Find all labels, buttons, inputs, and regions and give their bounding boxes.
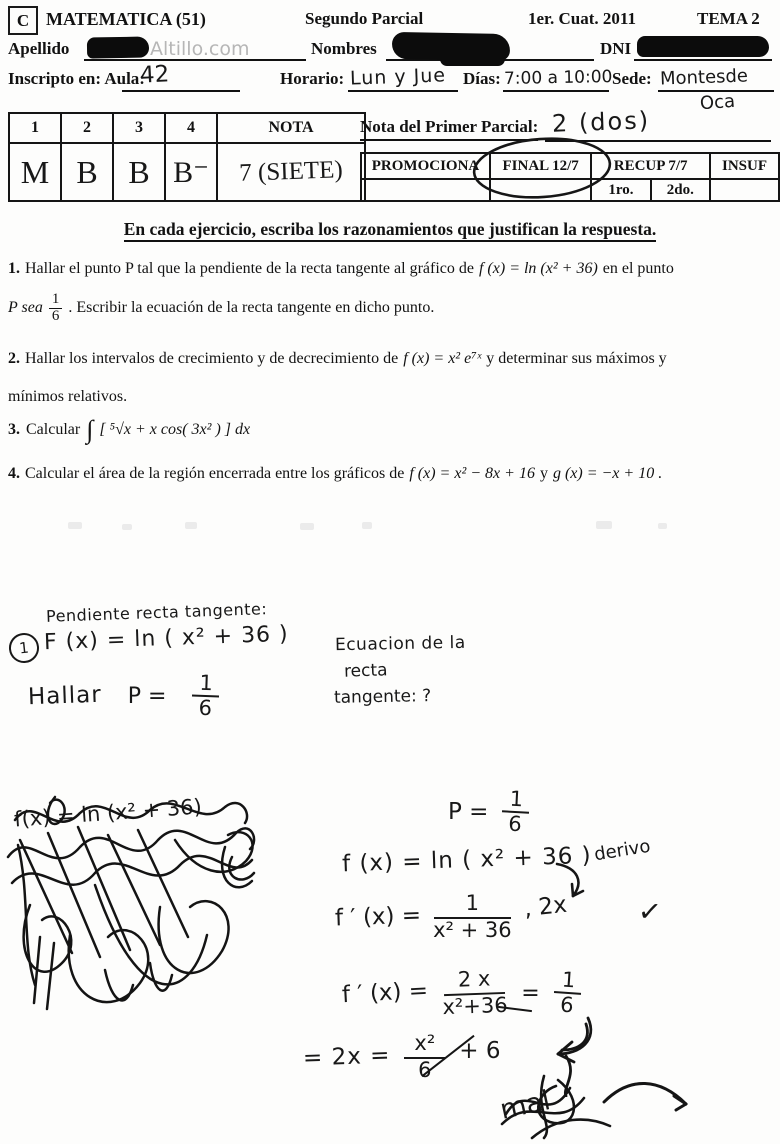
fraction-numerator: 1 bbox=[49, 292, 63, 309]
notes-hallar-line bbox=[28, 672, 220, 720]
apellido-label: Apellido bbox=[8, 39, 70, 58]
work-step2-fraction bbox=[433, 892, 512, 942]
work-step2-rhs: , 2x bbox=[522, 891, 568, 923]
fraction-denominator: 6 bbox=[418, 1058, 432, 1083]
grade-col-header: 2 bbox=[61, 113, 113, 143]
grade-value: B bbox=[113, 143, 165, 201]
work-step3-fraction2 bbox=[552, 968, 583, 1018]
grade-col-header-nota: NOTA bbox=[217, 113, 365, 143]
exercise-1-line-1 bbox=[8, 260, 674, 278]
exercise-number: 4. bbox=[8, 465, 20, 482]
fraction-denominator: x² + 36 bbox=[433, 918, 512, 943]
exam-title: Segundo Parcial bbox=[305, 9, 424, 28]
exercise-3-line bbox=[8, 415, 250, 445]
work-step3-lhs: f ′ (x) = bbox=[341, 977, 429, 1009]
work-p-fraction bbox=[501, 787, 531, 837]
course-code-box: C bbox=[8, 6, 38, 35]
scan-artifact bbox=[185, 522, 197, 529]
exercise-1-line-2 bbox=[8, 292, 434, 325]
work-step4 bbox=[303, 1032, 501, 1082]
exercise-4-line bbox=[8, 465, 662, 483]
formula: f (x) = x² e⁷ˣ bbox=[403, 350, 482, 367]
exercise-2-line-2: mínimos relativos. bbox=[8, 388, 128, 405]
fraction bbox=[49, 292, 63, 325]
fraction-numerator: 1 bbox=[502, 787, 531, 813]
fraction-denominator: 6 bbox=[198, 695, 213, 721]
exercise-text: Calcular bbox=[26, 421, 81, 438]
work-step1: f (x) = ln ( x² + 36 ) bbox=[341, 842, 593, 878]
scan-artifact bbox=[362, 522, 372, 529]
notes-p-eq: P = bbox=[127, 683, 167, 709]
tema-label: TEMA 2 bbox=[697, 9, 760, 28]
scan-artifact bbox=[658, 523, 667, 529]
work-step4-lhs: = 2x = bbox=[302, 1042, 391, 1072]
promo-cell-promociona: PROMOCIONA bbox=[361, 153, 490, 179]
primer-parcial-value: 2 (dos) bbox=[551, 106, 651, 138]
grade-col-header: 3 bbox=[113, 113, 165, 143]
notes-side-line3: tangente: ? bbox=[333, 686, 432, 708]
final-circled-annotation bbox=[466, 129, 618, 207]
primer-parcial-label: Nota del Primer Parcial: bbox=[360, 117, 538, 141]
promo-cell-final: FINAL 12/7 bbox=[490, 153, 591, 179]
scan-artifact bbox=[68, 522, 82, 529]
grade-value: M bbox=[9, 143, 61, 201]
promo-sub-1ro: 1ro. bbox=[591, 179, 650, 201]
horario-line bbox=[348, 90, 458, 92]
fraction-numerator: 1 bbox=[434, 892, 511, 919]
dni-line bbox=[634, 59, 772, 61]
dni-redaction bbox=[637, 36, 769, 57]
scribbled-out-work bbox=[0, 785, 272, 1040]
exercise-text: y bbox=[539, 465, 548, 482]
notes-equation: F (x) = ln ( x² + 36 ) bbox=[43, 621, 290, 656]
formula: g (x) = −x + 10 . bbox=[552, 465, 663, 482]
scan-artifact bbox=[596, 521, 612, 529]
instruction-heading: En cada ejercicio, escriba los razonamientos que justifican la respuesta. bbox=[124, 219, 657, 242]
grade-value: B⁻ bbox=[165, 143, 217, 201]
fraction-numerator: 1 bbox=[192, 672, 220, 698]
dni-label: DNI bbox=[600, 39, 632, 58]
scribble-hidden-text: f(x) = ln (x² + 36) bbox=[13, 794, 203, 832]
scan-artifact bbox=[300, 523, 314, 530]
promo-cell-insuf: INSUF bbox=[710, 153, 779, 179]
work-step4-rhs: + 6 bbox=[459, 1038, 501, 1065]
scan-artifact bbox=[122, 524, 132, 530]
promo-sub-2do: 2do. bbox=[651, 179, 710, 201]
fraction-denominator: 6 bbox=[51, 307, 60, 324]
work-step3-fraction bbox=[441, 967, 508, 1019]
work-p-eq: P = bbox=[448, 799, 489, 826]
exercise-text: Calcular el área de la región encerrada entre los gráficos de bbox=[25, 465, 405, 482]
work-step3 bbox=[342, 968, 581, 1018]
fraction-numerator: x² bbox=[404, 1032, 445, 1059]
exercise-text: Hallar el punto P tal que la pendiente de la recta tangente al gráfico de bbox=[25, 260, 474, 277]
fraction-denominator: 6 bbox=[559, 992, 575, 1018]
exercise-text: P sea bbox=[8, 299, 43, 317]
fraction-numerator: 1 bbox=[554, 968, 583, 995]
exercise-2-line-1 bbox=[8, 350, 667, 368]
notes-side-line1: Ecuacion de la bbox=[334, 632, 466, 656]
dias-label: Días: bbox=[463, 69, 501, 88]
formula: [ ⁵√x + x cos( 3x² ) ] dx bbox=[99, 421, 251, 438]
aula-value: 42 bbox=[139, 61, 170, 89]
promo-empty-cell bbox=[710, 179, 779, 201]
grade-value: B bbox=[61, 143, 113, 201]
exercise-number: 1. bbox=[8, 260, 20, 277]
work-p-line bbox=[448, 788, 530, 836]
sede-label: Sede: bbox=[612, 69, 652, 88]
exercise-number: 3. bbox=[8, 421, 20, 438]
grade-table bbox=[8, 112, 366, 202]
term-label: 1er. Cuat. 2011 bbox=[528, 9, 636, 28]
check-mark-icon: ✓ bbox=[636, 893, 664, 930]
exercise-text: . Escribir la ecuación de la recta tangente en dicho punto. bbox=[68, 299, 435, 317]
nombres-label: Nombres bbox=[311, 39, 377, 58]
notes-hallar: Hallar bbox=[27, 681, 103, 711]
exercise-text: en el punto bbox=[602, 260, 674, 277]
apellido-redaction bbox=[87, 36, 149, 58]
exercise-text: y determinar sus máximos y bbox=[486, 350, 667, 367]
work-step2 bbox=[335, 892, 566, 942]
course-title: MATEMATICA (51) bbox=[46, 9, 206, 29]
watermark: Altillo.com bbox=[150, 38, 250, 60]
underline-curve bbox=[528, 1108, 616, 1142]
exercise-text: Hallar los intervalos de crecimiento y de decrecimiento de bbox=[25, 350, 399, 367]
formula: f (x) = ln (x² + 36) bbox=[478, 260, 598, 277]
scribble-strokes bbox=[0, 785, 272, 1040]
grade-col-header: 1 bbox=[9, 113, 61, 143]
dias-value: 7:00 a 10:00 bbox=[503, 67, 613, 89]
fraction-denominator: x²+36 bbox=[442, 992, 509, 1020]
promo-cell-recup: RECUP 7/7 bbox=[591, 153, 710, 179]
notes-side-line2: recta bbox=[343, 660, 388, 682]
sede-value-line2: Oca bbox=[699, 90, 736, 115]
aula-line bbox=[122, 90, 240, 92]
exercise-number: 2. bbox=[8, 350, 20, 367]
notes-p-fraction bbox=[192, 672, 221, 721]
work-step3-equals: = bbox=[521, 980, 540, 1006]
nombres-redaction-2 bbox=[440, 52, 505, 66]
formula: f (x) = x² − 8x + 16 bbox=[409, 465, 535, 482]
dias-line bbox=[503, 90, 609, 92]
horario-label: Horario: bbox=[280, 69, 345, 88]
work-step2-lhs: f ′ (x) = bbox=[334, 902, 422, 932]
notes-title: Pendiente recta tangente: bbox=[45, 599, 268, 626]
mal-text: mal bbox=[497, 1085, 554, 1126]
grade-col-header: 4 bbox=[165, 113, 217, 143]
sede-value-line1: Montesde bbox=[659, 65, 749, 90]
work-derivo-note: derivo bbox=[592, 835, 652, 866]
grade-value-nota: 7 (SIETE) bbox=[216, 140, 366, 203]
integral-sign: ∫ bbox=[86, 415, 94, 444]
inscripto-label: Inscripto en: Aula: bbox=[8, 69, 145, 88]
fraction-numerator: 2 x bbox=[444, 967, 505, 996]
circled-item-number: 1 bbox=[8, 632, 41, 665]
fraction-denominator: 6 bbox=[508, 811, 523, 837]
horario-value: Lun y Jue bbox=[349, 64, 447, 90]
